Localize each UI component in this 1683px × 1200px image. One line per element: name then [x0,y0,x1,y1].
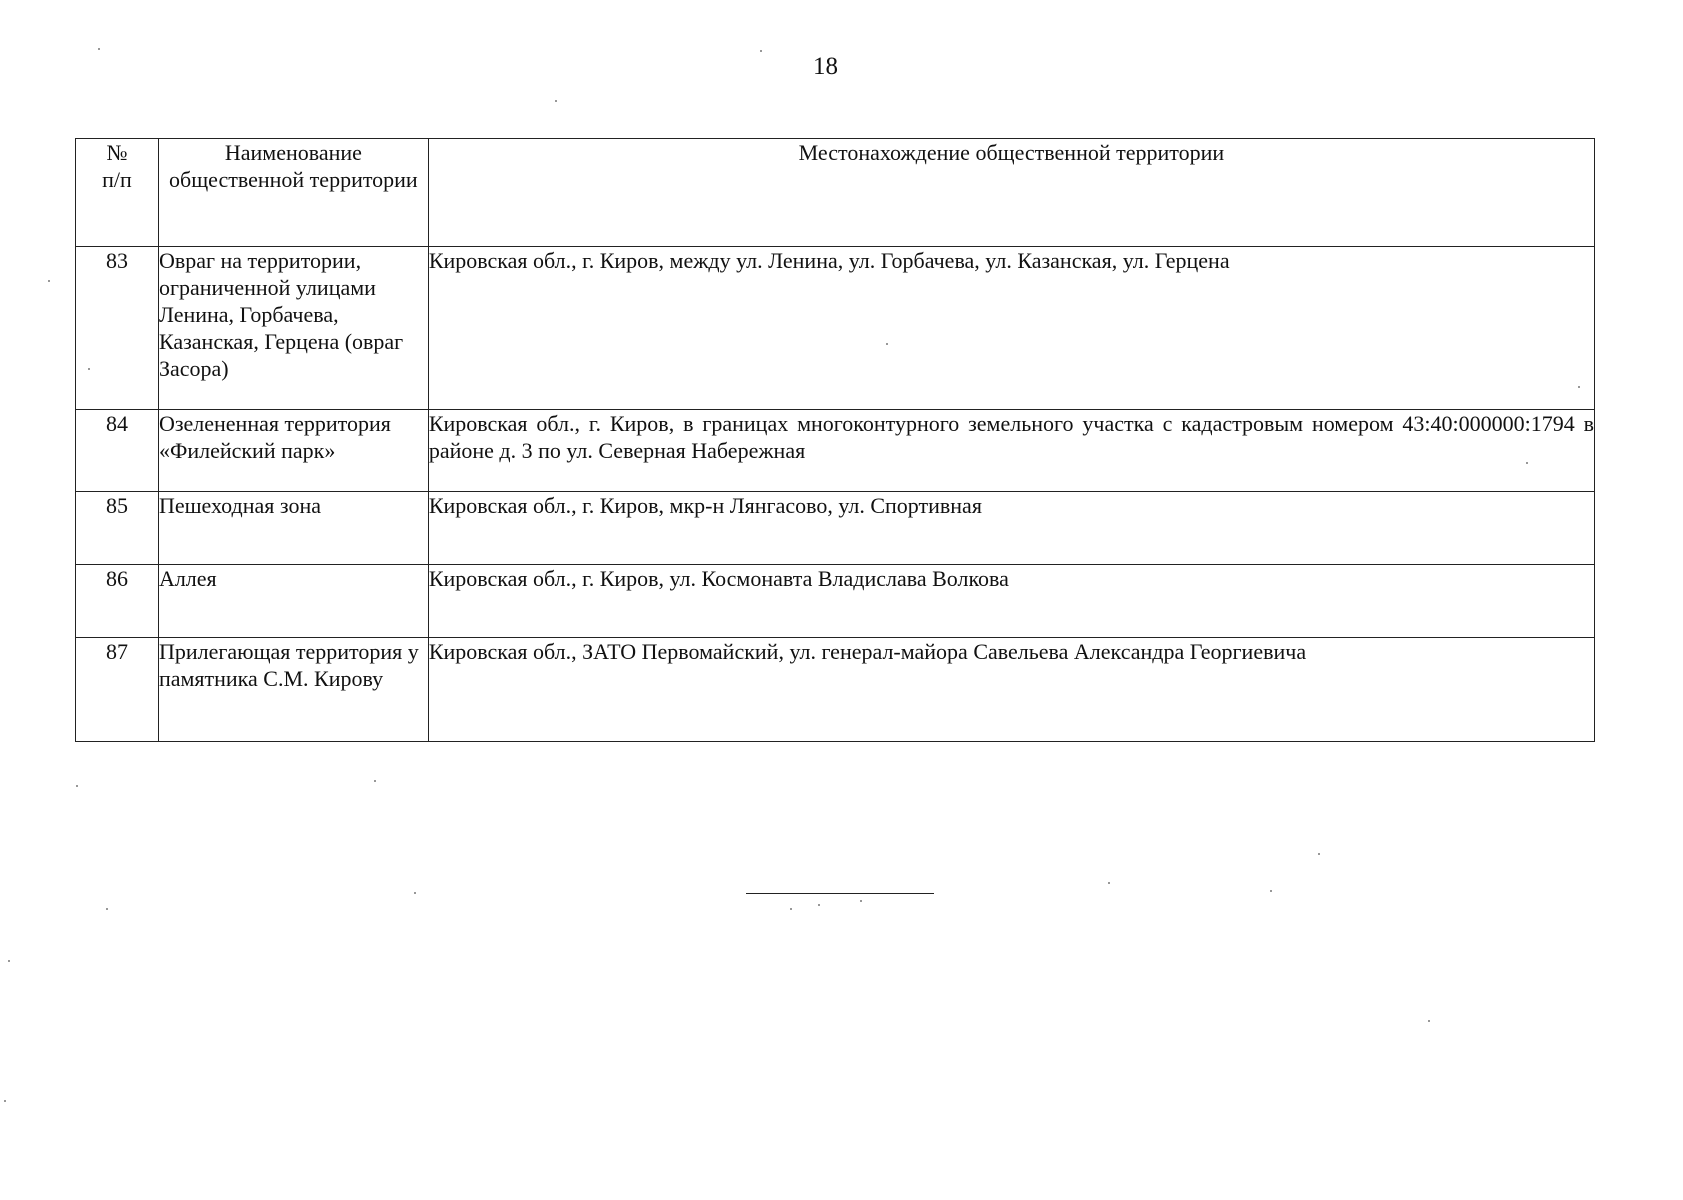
scan-speck [1578,386,1580,388]
row-number: 84 [76,410,159,492]
scan-speck [760,50,762,52]
scan-speck [790,908,792,910]
territory-name: Овраг на территории, ограниченной улицами Ленина, Горбачева, Казанская, Герцена (овраг Засора) [158,247,428,410]
header-number: № п/п [76,139,159,247]
table-header-row [76,139,1595,247]
territories-table [75,138,1595,742]
header-location: Местонахождение общественной территории [428,139,1594,247]
territory-name: Прилегающая территория у памятника С.М. Кирову [158,638,428,742]
table-row [76,565,1595,638]
table-row [76,410,1595,492]
territory-location: Кировская обл., г. Киров, ул. Космонавта Владислава Волкова [428,565,1594,638]
territory-location: Кировская обл., г. Киров, мкр-н Лянгасово, ул. Спортивная [428,492,1594,565]
scan-speck [1526,462,1528,464]
table-row [76,492,1595,565]
end-of-document-rule [746,893,934,894]
row-number: 87 [76,638,159,742]
scan-speck [88,368,90,370]
row-number: 86 [76,565,159,638]
scan-speck [106,908,108,910]
scan-speck [414,892,416,894]
scan-speck [98,48,100,50]
scan-speck [818,904,820,906]
territory-name: Пешеходная зона [158,492,428,565]
table-row [76,638,1595,742]
page-number: 18 [813,53,838,80]
scan-speck [886,343,888,345]
row-number: 83 [76,247,159,410]
scan-speck [48,280,50,282]
table-row [76,247,1595,410]
scan-speck [374,780,376,782]
territory-name: Озелененная территория «Филейский парк» [158,410,428,492]
territory-location: Кировская обл., ЗАТО Первомайский, ул. генерал-майора Савельева Александра Георгиевича [428,638,1594,742]
scan-speck [1270,890,1272,892]
territory-location: Кировская обл., г. Киров, в границах многоконтурного земельного участка с кадастровым номером 43:40:000000:1794 в районе д. 3 по ул. Северная Набережная [428,410,1594,492]
scan-speck [8,960,10,962]
scan-speck [860,900,862,902]
scan-speck [1318,853,1320,855]
scan-speck [555,100,557,102]
scan-speck [76,785,78,787]
scan-speck [4,1100,6,1102]
scan-speck [1108,882,1110,884]
row-number: 85 [76,492,159,565]
scan-speck [1428,1020,1430,1022]
territory-location: Кировская обл., г. Киров, между ул. Ленина, ул. Горбачева, ул. Казанская, ул. Герцена [428,247,1594,410]
header-name: Наименование общественной территории [158,139,428,247]
territory-name: Аллея [158,565,428,638]
